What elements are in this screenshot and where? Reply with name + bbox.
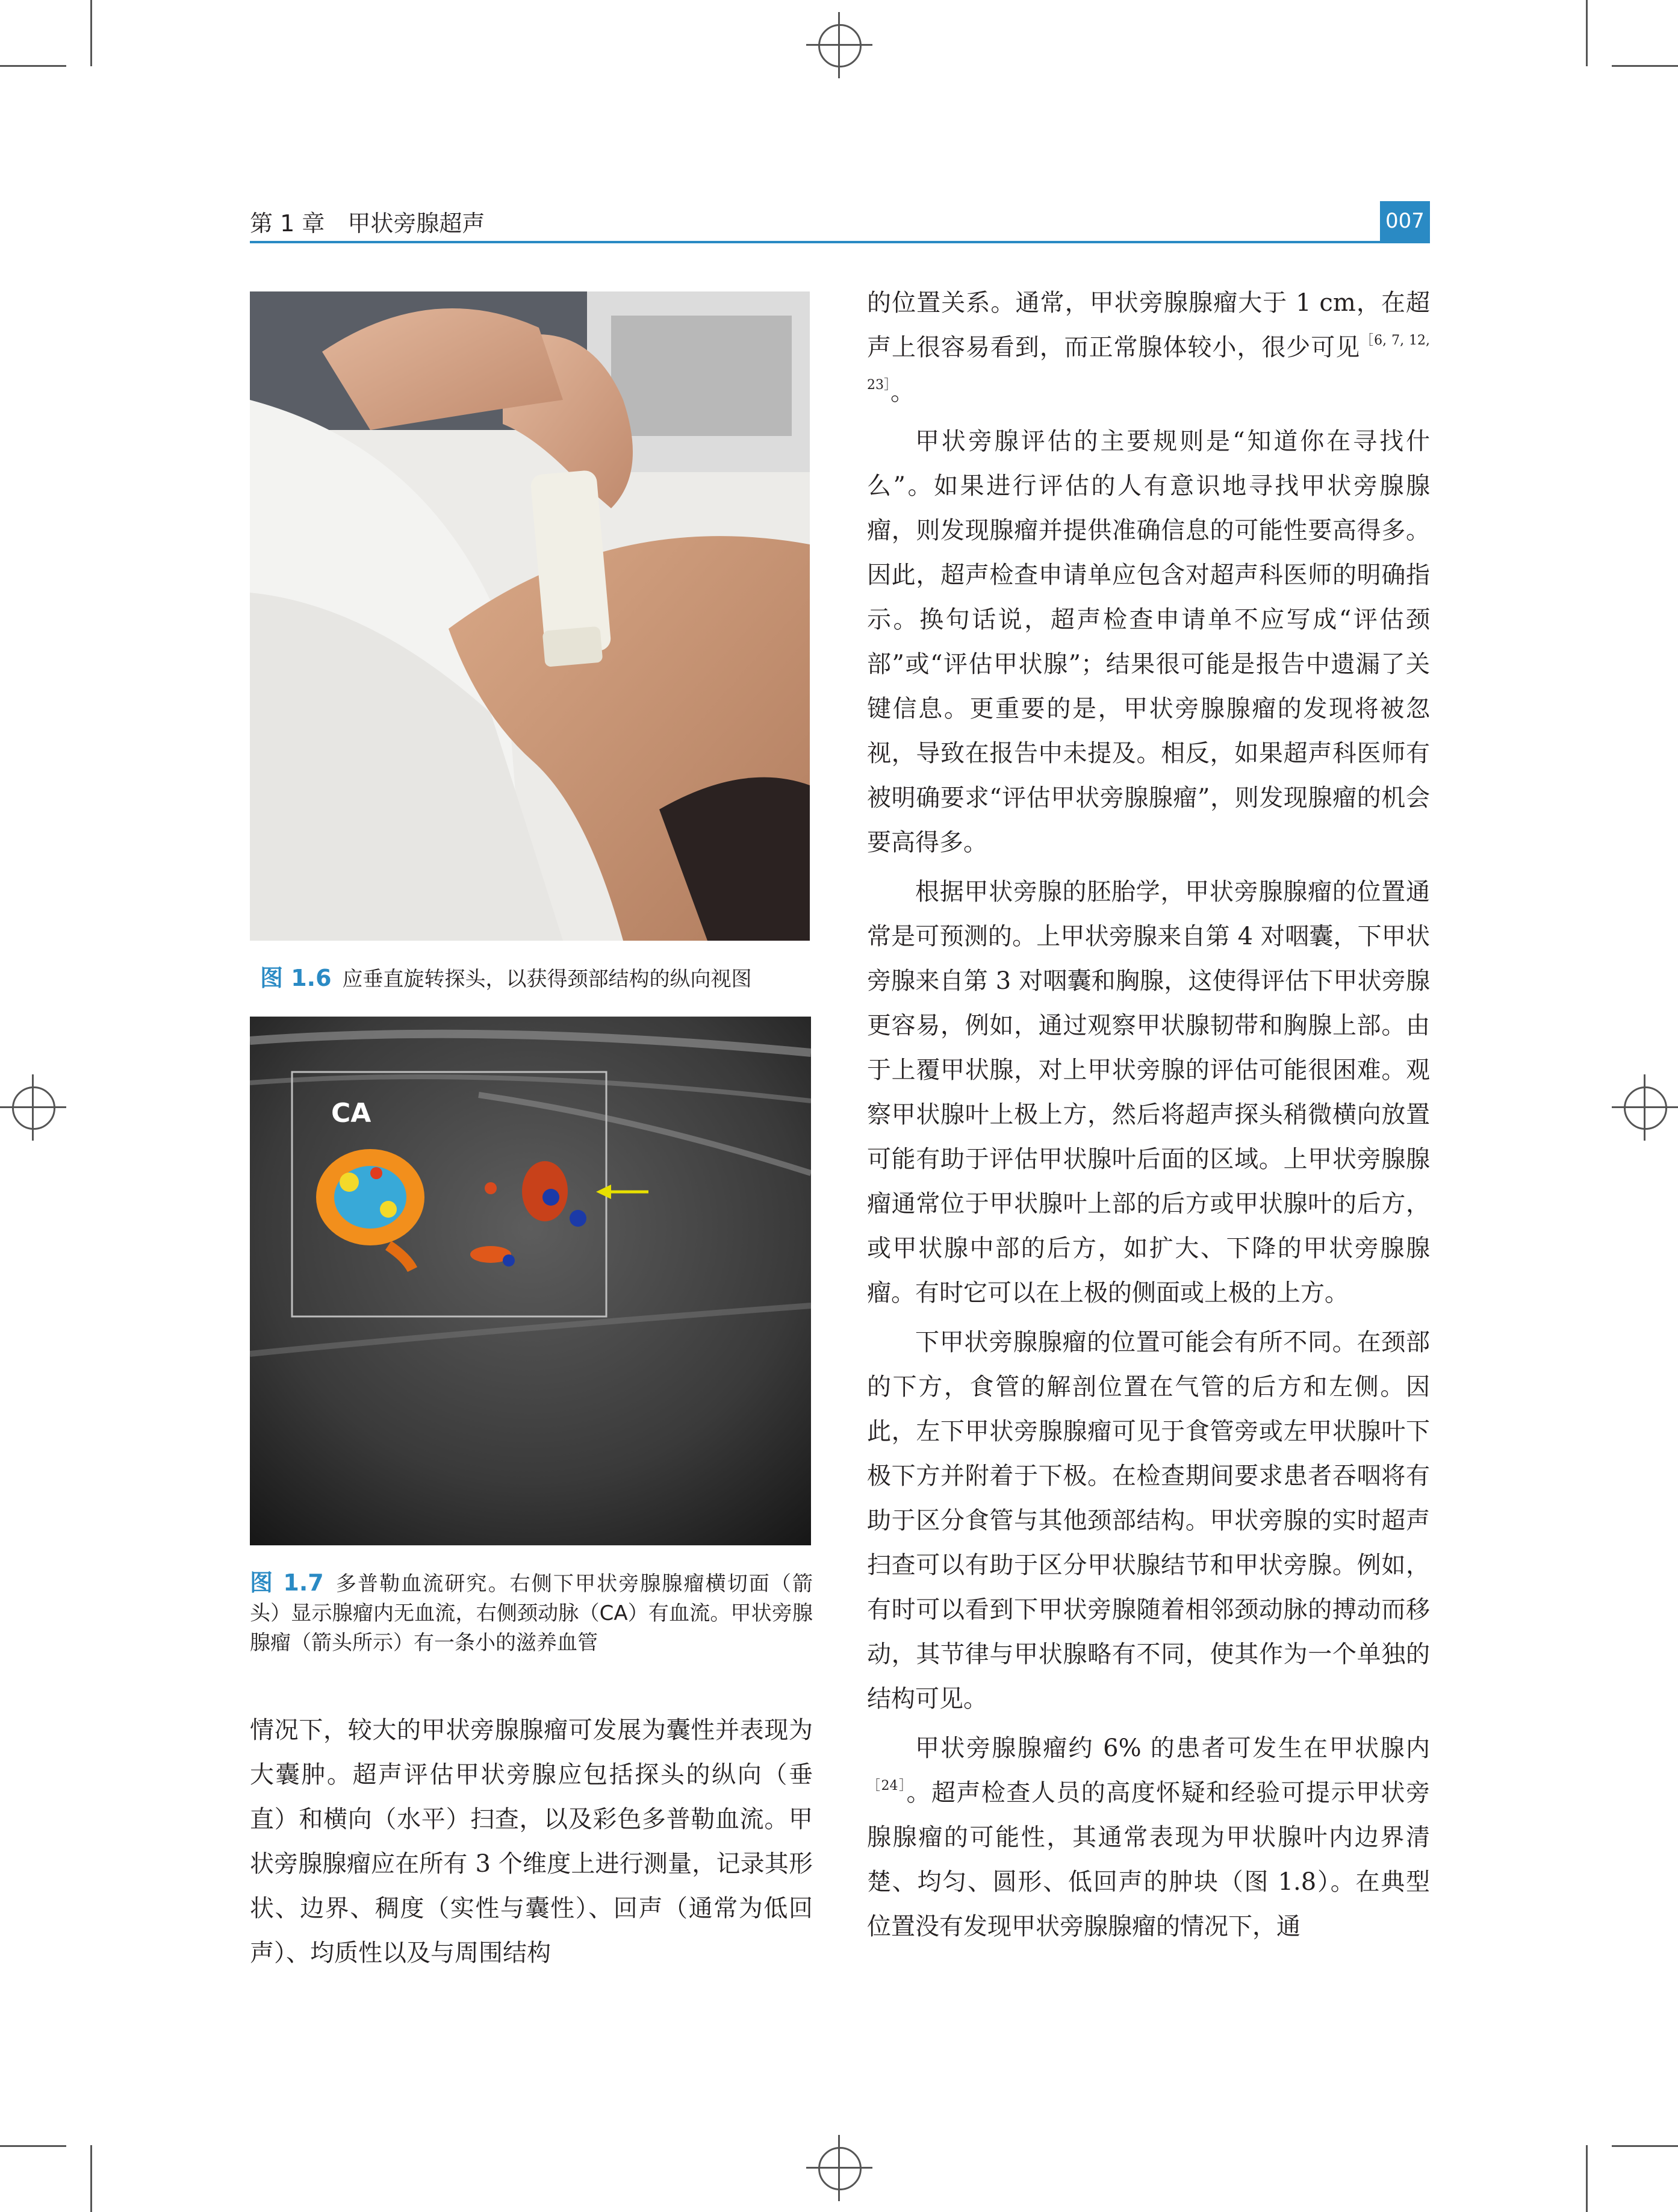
figure-1-7-caption bbox=[250, 1568, 813, 1658]
body-paragraph: 甲状旁腺腺瘤约 6% 的患者可发生在甲状腺内$^{[24]}$。超声检查人员的高度怀疑和经验可提示甲状旁腺腺瘤的可能性，其通常表现为甲状腺叶内边界清楚、均匀、圆形、低回声的肿块（图 1.8）。在典型位置没有发现甲状旁腺腺瘤的情况下，通 bbox=[867, 1734, 1431, 1940]
registration-mark-left bbox=[0, 1074, 66, 1141]
ca-annotation: CA bbox=[331, 1098, 371, 1129]
crop-mark bbox=[0, 2145, 66, 2147]
crop-mark bbox=[1586, 0, 1588, 66]
body-paragraph: 甲状旁腺评估的主要规则是“知道你在寻找什么”。如果进行评估的人有意识地寻找甲状旁腺腺瘤，则发现腺瘤并提供准确信息的可能性要高得多。因此，超声检查申请单应包含对超声科医师的明确指示。换句话说，超声检查申请单不应写成“评估颈部”或“评估甲状腺”；结果很可能是报告中遗漏了关键信息。更重要的是，甲状旁腺腺瘤的发现将被忽视，导致在报告中未提及。相反，如果超声科医师有被明确要求“评估甲状旁腺腺瘤”，则发现腺瘤的机会要高得多。 bbox=[867, 428, 1430, 856]
figure-1-7-caption-text: 多普勒血流研究。右侧下甲状旁腺腺瘤横切面（箭头）显示腺瘤内无血流，右侧颈动脉（CA）有血流。甲状旁腺腺瘤（箭头所示）有一条小的滋养血管 bbox=[250, 1572, 813, 1655]
body-paragraph: 的位置关系。通常，甲状旁腺腺瘤大于 1 cm，在超声上很容易看到，而正常腺体较小，很少可见$^{[6, 7, 12, 23]}$。 bbox=[867, 289, 1430, 406]
left-column bbox=[250, 1708, 813, 1975]
crop-mark bbox=[1612, 2145, 1678, 2147]
body-paragraph: 下甲状旁腺腺瘤的位置可能会有所不同。在颈部的下方，食管的解剖位置在气管的后方和左侧。因此，左下甲状旁腺腺瘤可见于食管旁或左甲状腺叶下极下方并附着于下极。在检查期间要求患者吞咽将有助于区分食管与其他颈部结构。甲状旁腺的实时超声扫查可以有助于区分甲状腺结节和甲状旁腺。例如，有时可以看到下甲状旁腺随着相邻颈动脉的搏动而移动，其节律与甲状腺略有不同，使其作为一个单独的结构可见。 bbox=[867, 1329, 1430, 1713]
crop-mark bbox=[0, 65, 66, 67]
running-header-title: 第 1 章 甲状旁腺超声 bbox=[250, 210, 485, 237]
registration-mark-right bbox=[1612, 1074, 1678, 1141]
figure-1-7-ultrasound bbox=[250, 1017, 811, 1545]
citation: ［24］ bbox=[867, 1778, 907, 1793]
body-paragraph: 根据甲状旁腺的胚胎学，甲状旁腺腺瘤的位置通常是可预测的。上甲状旁腺来自第 4 对咽囊，下甲状旁腺来自第 3 对咽囊和胸腺，这使得评估下甲状旁腺更容易，例如，通过观察甲状腺韧带和胸腺上部。由于上覆甲状腺，对上甲状旁腺的评估可能很困难。观察甲状腺叶上极上方，然后将超声探头稍微横向放置可能有助于评估甲状腺叶后面的区域。上甲状旁腺腺瘤通常位于甲状腺叶上部的后方或甲状腺叶的后方，或甲状腺中部的后方，如扩大、下降的甲状旁腺腺瘤。有时它可以在上极的侧面或上极的上方。 bbox=[867, 878, 1430, 1307]
figure-1-7-label: 图 1.7 bbox=[250, 1569, 324, 1596]
right-column bbox=[867, 281, 1430, 1949]
registration-mark-top bbox=[806, 12, 872, 78]
figure-1-6-label: 图 1.6 bbox=[260, 965, 332, 991]
header-rule bbox=[250, 241, 1430, 243]
figure-1-6-photo bbox=[250, 291, 810, 941]
registration-mark-bottom bbox=[806, 2135, 872, 2201]
figure-1-6-caption-text: 应垂直旋转探头，以获得颈部结构的纵向视图 bbox=[342, 967, 752, 991]
crop-mark bbox=[1586, 2145, 1588, 2212]
crop-mark bbox=[90, 2145, 92, 2212]
page-number-badge bbox=[1380, 201, 1430, 241]
page-number: 007 bbox=[1385, 209, 1425, 233]
citation: ［6, 7, 12, 23］ bbox=[867, 333, 1430, 393]
figure-1-6-caption bbox=[260, 964, 808, 994]
body-paragraph: 情况下，较大的甲状旁腺腺瘤可发展为囊性并表现为大囊肿。超声评估甲状旁腺应包括探头的纵向（垂直）和横向（水平）扫查，以及彩色多普勒血流。甲状旁腺腺瘤应在所有 3 个维度上进行测量，记录其形状、边界、稠度（实性与囊性）、回声（通常为低回声）、均质性以及与周围结构 bbox=[250, 1716, 813, 1967]
crop-mark bbox=[1612, 65, 1678, 67]
crop-mark bbox=[90, 0, 92, 66]
